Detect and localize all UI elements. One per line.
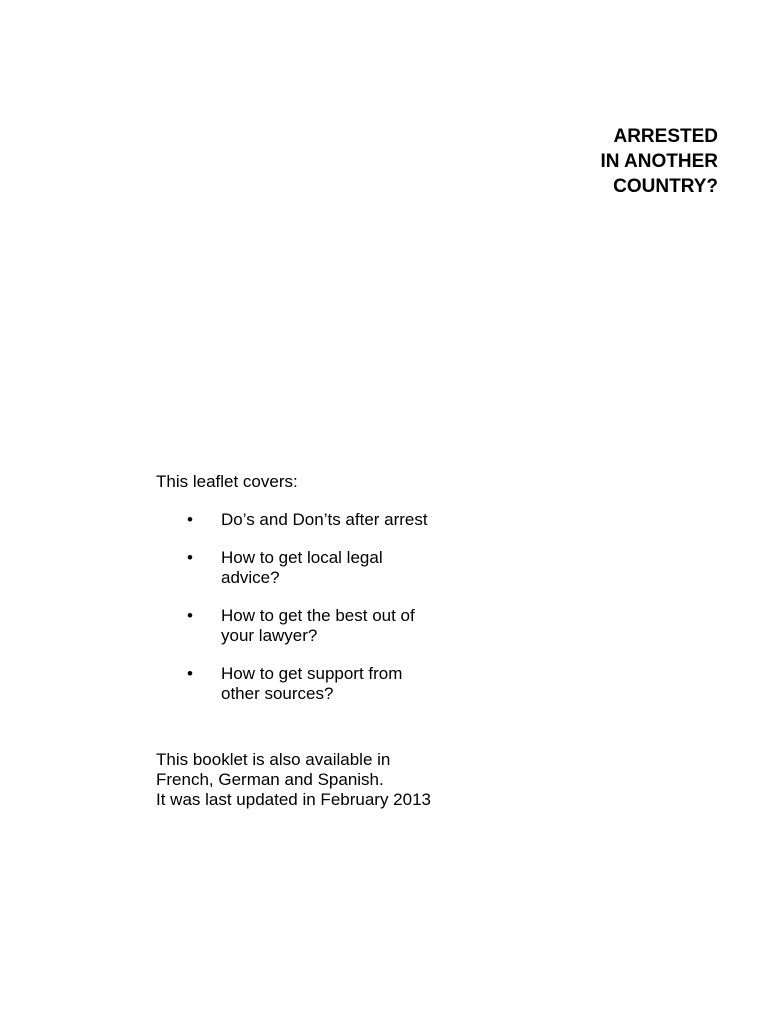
title-line-1: ARRESTED — [613, 126, 718, 147]
covers-list — [156, 510, 576, 704]
bullet-icon: • — [187, 606, 193, 625]
bullet-icon: • — [187, 510, 193, 529]
availability-line-2: French, German and Spanish. — [156, 770, 384, 789]
list-item-text: How to get the best out of your lawyer? — [221, 606, 415, 645]
availability-line-3: It was last updated in February 2013 — [156, 790, 431, 809]
intro-text: This leaflet covers: — [156, 472, 298, 491]
list-item — [156, 548, 441, 588]
availability-note — [156, 750, 576, 810]
title-line-2: IN ANOTHER — [600, 151, 718, 172]
list-item — [156, 510, 441, 530]
list-item — [156, 606, 441, 646]
list-item-text: How to get local legal advice? — [221, 548, 383, 587]
document-title — [498, 124, 718, 199]
title-line-3: COUNTRY? — [613, 176, 718, 197]
availability-line-1: This booklet is also available in — [156, 750, 391, 769]
list-item — [156, 664, 441, 704]
bullet-icon: • — [187, 548, 193, 567]
leaflet-content — [156, 472, 576, 810]
list-item-text: How to get support from other sources? — [221, 664, 403, 703]
list-item-text: Do’s and Don’ts after arrest — [221, 510, 428, 529]
bullet-icon: • — [187, 664, 193, 683]
